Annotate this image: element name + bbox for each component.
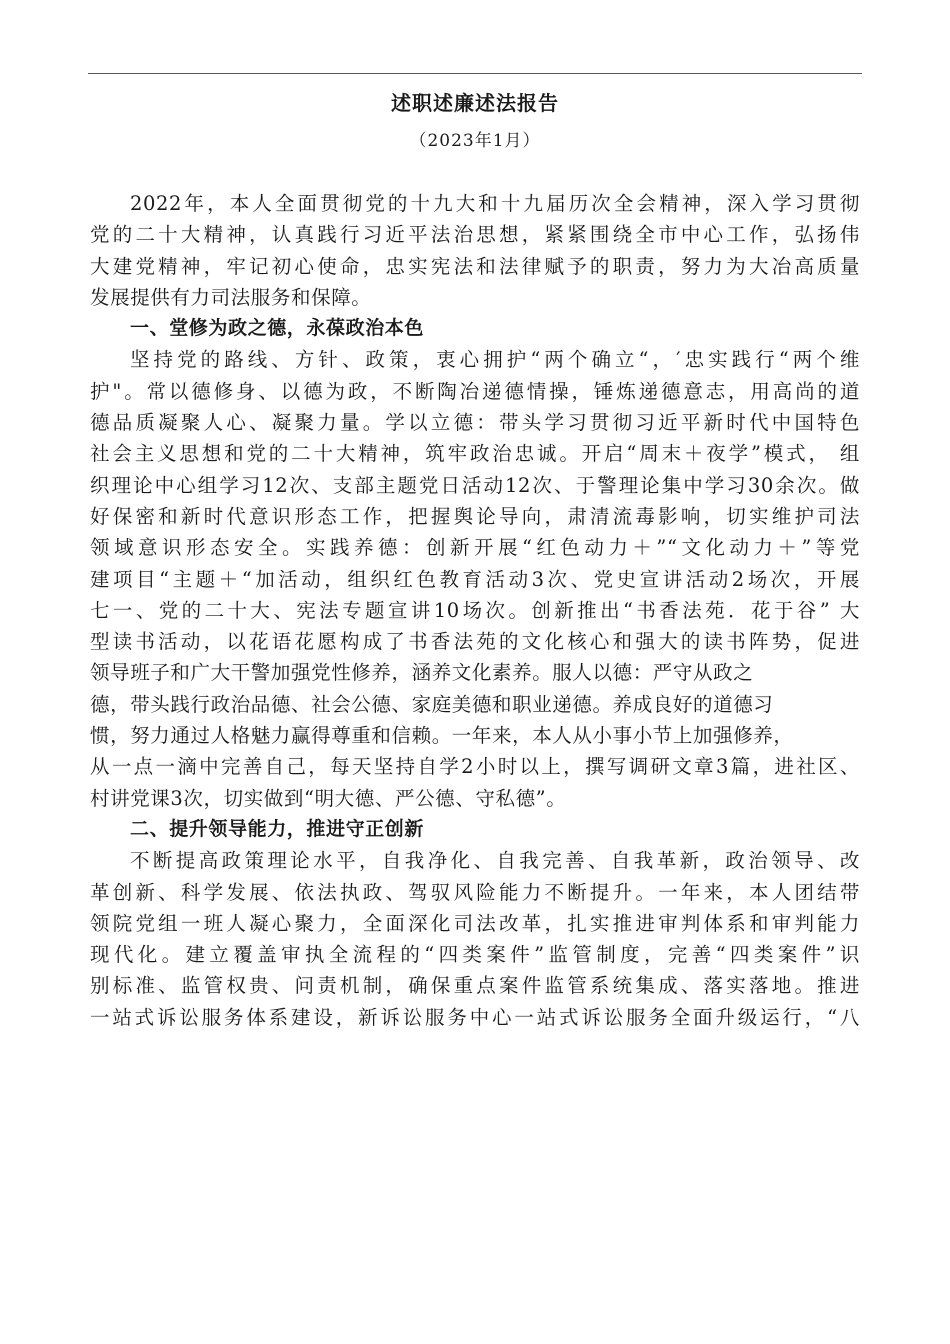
paragraph-line: 2022年，本人全面贯彻党的十九大和十九届历次全会精神，深入学习贯彻: [130, 192, 860, 215]
paragraph-line: 现代化。建立覆盖审执全流程的“四类案件”监管制度，完善“四类案件”识: [90, 943, 860, 967]
paragraph-line: 七一、党的二十大、宪法专题宣讲10场次。创新推出“书香法苑．花于谷” 大: [90, 598, 860, 622]
paragraph-line: 党的二十大精神，认真践行习近平法治思想，紧紧围绕全市中心工作，弘扬伟: [90, 223, 860, 247]
paragraph-line: 德品质凝聚人心、凝聚力量。学以立德：带头学习贯彻习近平新时代中国特色: [90, 411, 860, 435]
paragraph-line: 领导班子和广大干警加强党性修养，涵养文化素养。服人以德：严守从政之: [90, 661, 754, 685]
paragraph-line: 社会主义思想和党的二十大精神，筑牢政治忠诚。开启“周末＋夜学”模式， 组: [90, 442, 860, 466]
paragraph-line: 革创新、科学发展、依法执政、驾驭风险能力不断提升。一年来，本人团结带: [90, 880, 860, 904]
paragraph-line: 不断提高政策理论水平，自我净化、自我完善、自我革新，政治领导、改: [130, 849, 860, 873]
paragraph-line: 织理论中心组学习12次、支部主题党日活动12次、于警理论集中学习30余次。做: [90, 473, 860, 497]
paragraph-line: 坚持党的路线、方针、政策，衷心拥护“两个确立“，′忠实践行“两个维: [130, 348, 860, 372]
paragraph-line: 好保密和新时代意识形态工作，把握舆论导向，肃清流毒影响，切实维护司法: [90, 504, 860, 528]
paragraph-line: 领院党组一班人凝心聚力，全面深化司法改革，扎实推进审判体系和审判能力: [90, 911, 860, 935]
paragraph-line: 建项目“主题＋“加活动，组织红色教育活动3次、党史宣讲活动2场次，开展: [90, 567, 860, 591]
section-heading: 二、提升领导能力，推进守正创新: [130, 817, 425, 840]
paragraph-line: 村讲党课3次，切实做到“明大德、严公德、守私德”。: [90, 786, 567, 810]
header-rule: [88, 73, 862, 74]
paragraph-line: 发展提供有力司法服务和保障。: [90, 285, 372, 309]
paragraph-line: 型读书活动，以花语花愿构成了书香法苑的文化核心和强大的读书阵势，促进: [90, 630, 860, 654]
paragraph-line: 德，带头践行政治品德、社会公德、家庭美德和职业递德。养成良好的道德习: [90, 692, 774, 716]
paragraph-line: 领域意识形态安全。实践养德：创新开展“红色动力＋”“文化动力＋”等党: [90, 536, 860, 560]
document-body: [90, 188, 860, 1033]
document-date: （2023年1月）: [409, 131, 541, 151]
paragraph-line: 护"。常以德修身、以德为政，不断陶冶递德情操，锤炼递德意志，用高尚的道: [90, 379, 860, 403]
section-heading: 一、堂修为政之德，永葆政治本色: [130, 317, 425, 340]
paragraph-line: 大建党精神，牢记初心使命，忠实宪法和法律赋予的职责，努力为大冶高质量: [90, 254, 860, 278]
paragraph-line: 一站式诉讼服务体系建设，新诉讼服务中心一站式诉讼服务全面升级运行，“八: [90, 1005, 860, 1029]
document-title: 述职述廉述法报告: [391, 91, 559, 115]
paragraph-line: 惯，努力通过人格魅力赢得尊重和信赖。一年来，本人从小事小节上加强修养，: [90, 724, 794, 748]
paragraph-line: 从一点一滴中完善自己，每天坚持自学2小时以上，撰写调研文章3篇，进社区、: [90, 755, 860, 779]
paragraph-line: 别标准、监管权贵、问责机制，确保重点案件监管系统集成、落实落地。推进: [90, 974, 860, 998]
